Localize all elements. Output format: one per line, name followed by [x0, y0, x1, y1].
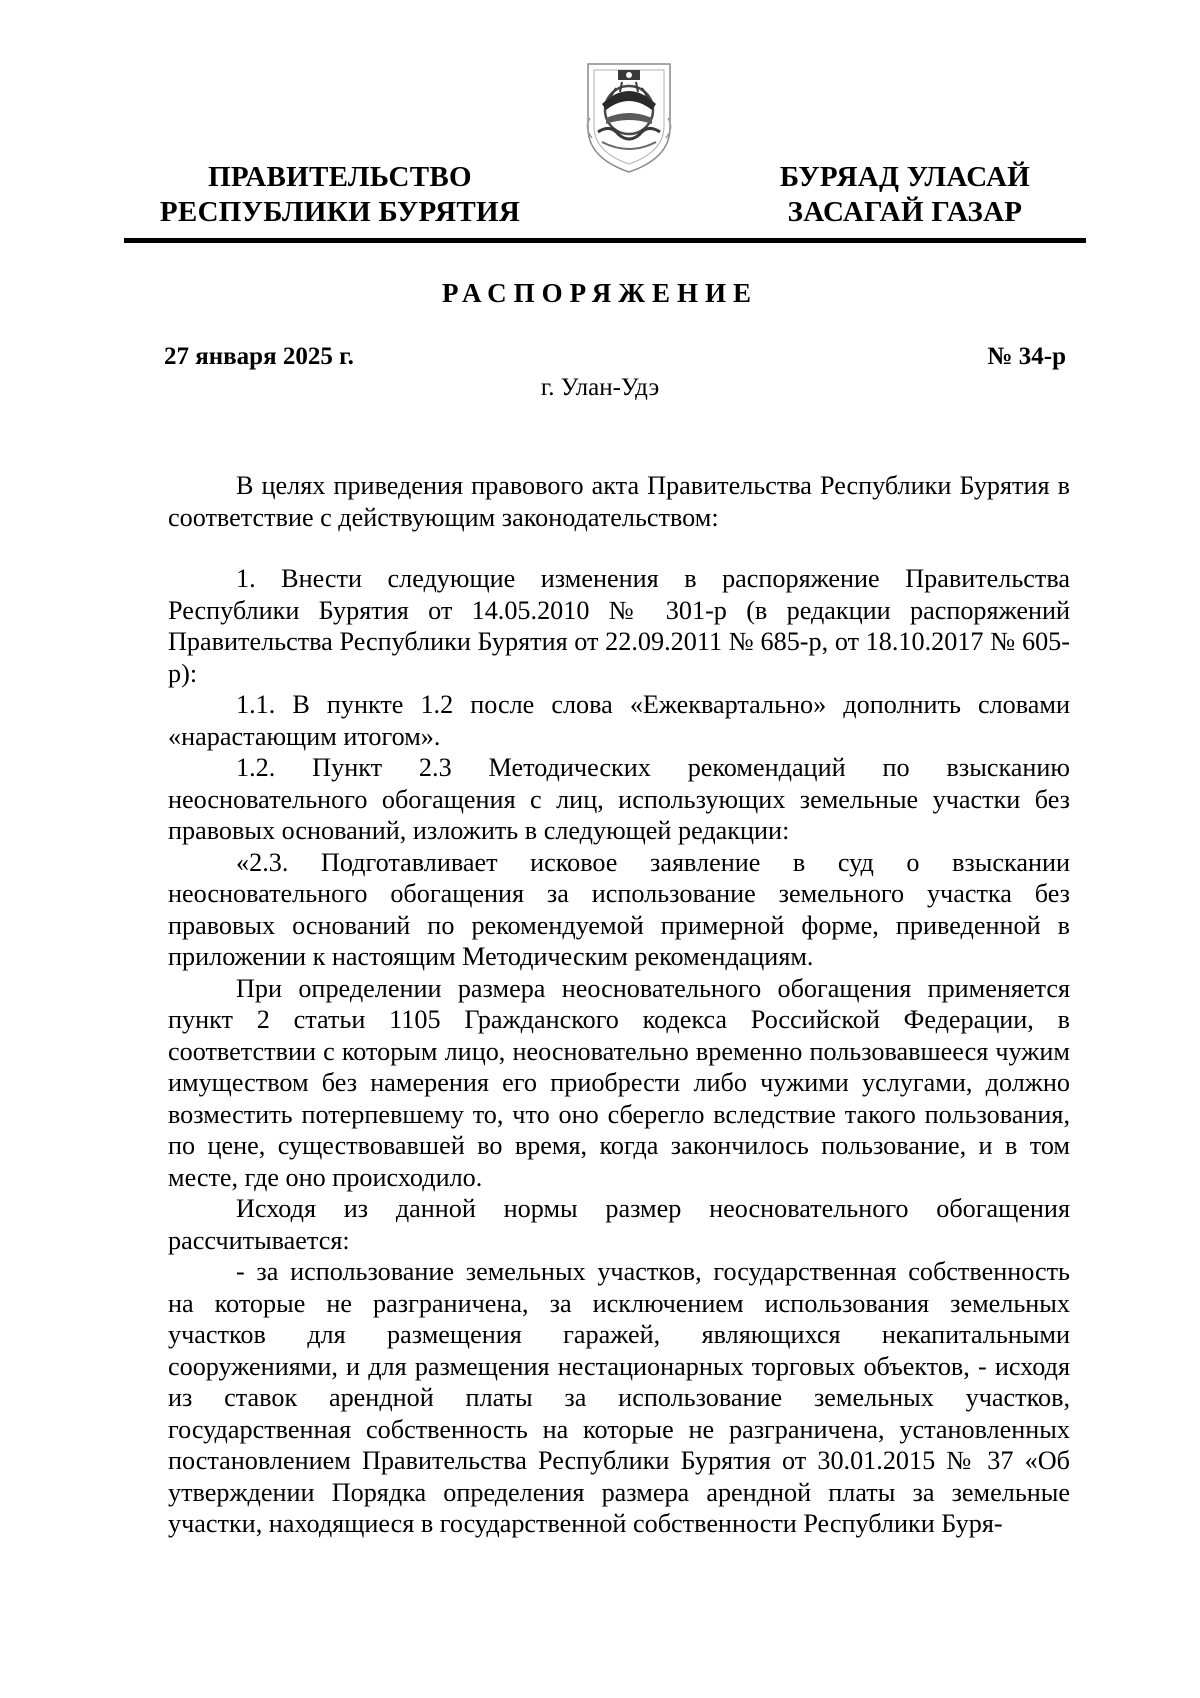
paragraph-item-1: 1. Внести следующие изменения в распоряжение Правительства Республики Бурятия от 14.05.2010 № 301-р (в редакции распоряжений Правительства Республики Бурятия от 22.09.2011 № 685-р, от 18.10.2017 № 605-р): [168, 564, 1070, 688]
header-divider [124, 238, 1086, 243]
government-name-russian-line1: ПРАВИТЕЛЬСТВО [208, 161, 472, 193]
paragraph-preamble: В целях приведения правового акта Правительства Республики Бурятия в соответствие с действующим законодательством: [168, 471, 1070, 532]
paragraph-item-1-2: 1.2. Пункт 2.3 Методических рекомендаций по взысканию неосновательного обогащения с лиц, использующих земельные участки без правовых оснований, изложить в следующей редакции: [168, 753, 1070, 845]
government-name-russian [150, 160, 530, 230]
document-type: РАСПОРЯЖЕНИЕ [441, 278, 759, 308]
document-body [168, 470, 1070, 1540]
government-name-buryat-line1: БУРЯАД УЛАСАЙ [779, 161, 1031, 193]
paragraph-quoted-2-3: «2.3. Подготавливает исковое заявление в суд о взыскании неосновательного обогащения за использование земельного участка без правовых оснований по рекомендуемой примерной форме, приведенной в приложении к настоящим Методическим рекомендациям. [168, 847, 1070, 971]
government-name-russian-line2: РЕСПУБЛИКИ БУРЯТИЯ [159, 196, 521, 228]
paragraph-calculation-bullet: - за использование земельных участков, государственная собственность на которые не разграничена, за исключением использования земельных участков для размещения гаражей, являющихся некапитальными сооружениями, и для размещения нестационарных торговых объектов, - исходя из ставок арендной платы за использование земельных участков, государственная собственность на которые не разграничена, установленных постановлением Правительства Республики Бурятия от 30.01.2015 № 37 «Об утверждении Порядка определения размера арендной платы за земельные участки, находящиеся в государственной собственности Республики Буря- [168, 1257, 1070, 1538]
paragraph-calculation-rule: При определении размера неосновательного обогащения применяется пункт 2 статьи 1105 Гражданского кодекса Российской Федерации, в соответствии с которым лицо, неосновательно временно пользовавшееся чужим имуществом без намерения его приобрести либо чужими услугами, должно возместить потерпевшему то, что оно сберегло вследствие такого пользования, по цене, существовавшей во время, когда закончилось пользование, и в том месте, где оно происходило. [168, 973, 1070, 1192]
document-date: 27 января 2025 г. [164, 343, 354, 370]
document-city: г. Улан-Удэ [540, 374, 660, 401]
government-name-buryat [740, 160, 1070, 230]
coat-of-arms-icon [580, 58, 678, 176]
paragraph-calculation-intro: Исходя из данной нормы размер неосновательного обогащения рассчитывается: [168, 1194, 1070, 1255]
document-number: № 34-р [987, 343, 1066, 370]
paragraph-item-1-1: 1.1. В пункте 1.2 после слова «Ежеквартально» дополнить словами «нарастающим итогом». [168, 690, 1070, 751]
government-name-buryat-line2: ЗАСАГАЙ ГАЗАР [787, 196, 1023, 228]
